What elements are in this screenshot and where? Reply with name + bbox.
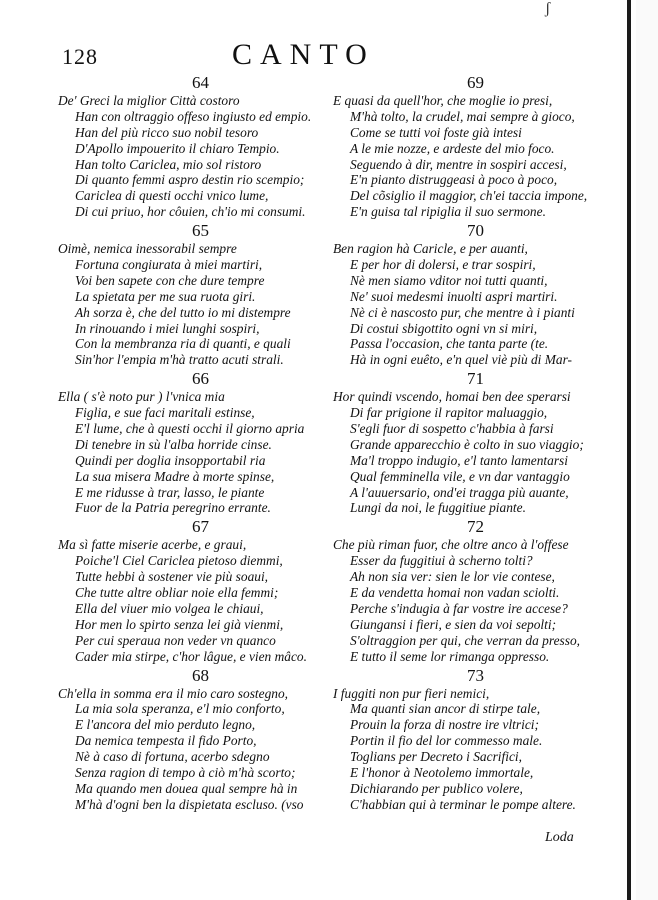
verse-line: Ella del viuer mio volgea le chiaui, <box>75 600 264 616</box>
verse-line: La sua misera Madre à morte spinse, <box>75 468 275 484</box>
verse-line: Portin il fio del lor commesso male. <box>350 733 543 749</box>
verse-line: Di cui priuo, hor côuien, ch'io mi consumi. <box>75 204 306 220</box>
stanza-number: 65 <box>192 221 209 241</box>
verse-line: Per cui speraua non veder vn quanco <box>75 632 276 648</box>
verse-line: Nè ci è nascosto pur, che mentre à i pianti <box>350 304 575 320</box>
verse-line: A le mie nozze, e ardeste del mio foco. <box>350 140 555 156</box>
verse-line: Fortuna congiurata à miei martiri, <box>75 257 263 273</box>
verse-line: S'egli fuor di sospetto c'habbia à farsi <box>350 421 554 437</box>
verse-line: Seguendo à dir, mentre in sospiri accesi, <box>350 156 567 172</box>
stanza-number: 68 <box>192 665 209 685</box>
verse-line: E me ridusse à trar, lasso, le piante <box>75 484 265 500</box>
verse-line: Prouin la forza di nostre ire vltrici; <box>350 717 539 733</box>
verse-line: C'habbian qui à terminar le pompe altere. <box>350 796 576 812</box>
verse-line: Esser da fuggitiui à scherno tolti? <box>350 553 533 569</box>
verse-line: D'Apollo impouerito il chiaro Tempio. <box>75 140 280 156</box>
verse-line: Nè à caso di fortuna, acerbo sdegno <box>75 749 270 765</box>
verse-line: Da nemica tempesta il fido Porto, <box>75 733 257 749</box>
verse-line: Di costui sbigottito ogni vn si miri, <box>350 320 538 336</box>
verse-line: E tutto il seme lor rimanga oppresso. <box>350 648 550 664</box>
verse-line: Voi ben sapete con che dure tempre <box>75 272 265 288</box>
verse-line: Han con oltraggio offeso ingiusto ed empio. <box>75 108 312 124</box>
verse-line: E per hor di dolersi, e trar sospiri, <box>350 257 536 273</box>
stanza <box>333 72 618 220</box>
stanza <box>333 665 618 813</box>
verse-line: E l'honor à Neotolemo immortale, <box>350 764 534 780</box>
stanza-number: 73 <box>467 665 484 685</box>
verse-line: Ah non sia ver: sien le lor vie contese, <box>350 569 555 585</box>
verse-line: M'hà tolto, la crudel, mai sempre à gioco, <box>350 108 575 124</box>
verse-line: La mia sola speranza, e'l mio conforto, <box>75 701 285 717</box>
verse-line: Giungansi i fieri, e sien da voi sepolti; <box>350 616 557 632</box>
stanza <box>58 665 343 813</box>
verse-line: E'n pianto distruggeasi à poco à poco, <box>350 172 558 188</box>
verse-line: Di far prigione il rapitor maluaggio, <box>350 405 548 421</box>
verse-line: S'oltraggion per qui, che verran da presso, <box>350 632 580 648</box>
left-column <box>58 72 343 813</box>
verse-line: Ben ragion hà Caricle, e per auanti, <box>333 241 528 257</box>
stanza-number: 70 <box>467 221 484 241</box>
verse-line: M'hà d'ogni ben la dispietata escluso. (vso <box>75 796 304 812</box>
page-number: 128 <box>62 44 98 69</box>
verse-line: Dichiarando per publico volere, <box>350 780 523 796</box>
verse-line: Come se tutti voi foste già intesi <box>350 124 522 140</box>
verse-line: Ah sorza è, che del tutto io mi distempre <box>75 304 291 320</box>
verse-line: Poiche'l Ciel Cariclea pietoso diemmi, <box>75 553 283 569</box>
right-column <box>333 72 618 813</box>
verse-line: Senza ragion di tempo à ciò m'hà scorto; <box>75 764 296 780</box>
stanza-number: 64 <box>192 73 209 92</box>
stanza <box>58 220 343 368</box>
verse-line: E'n guisa tal ripiglia il suo sermone. <box>350 204 546 220</box>
verse-line: Cader mia stirpe, c'hor lâgue, e vien mâco. <box>75 648 307 664</box>
verse-line: E'l lume, che à questi occhi il giorno apria <box>75 421 305 437</box>
stanza <box>333 368 618 516</box>
verse-line: Che tutte altre obliar noie ella femmi; <box>75 585 279 601</box>
verse-line: Toglians per Decreto i Sacrifici, <box>350 749 522 765</box>
verse-line: Oimè, nemica inessorabil sempre <box>58 241 237 257</box>
verse-line: Ma'l troppo indugio, e'l tanto lamentarsi <box>350 452 568 468</box>
running-title: CANTO <box>232 38 375 71</box>
stanza <box>58 516 343 664</box>
verse-line: Han del più ricco suo nobil tesoro <box>75 124 259 140</box>
stanza <box>333 220 618 368</box>
verse-line: Hor quindi vscendo, homai ben dee sperarsi <box>333 389 571 405</box>
verse-line: Che più riman fuor, che oltre anco à l'offese <box>333 537 569 553</box>
verse-line: Figlia, e sue faci maritali estinse, <box>75 405 255 421</box>
verse-line: Hor men lo spirto senza lei già vienmi, <box>75 616 284 632</box>
verse-line: E quasi da quell'hor, che moglie io presi, <box>333 93 553 108</box>
book-gutter-edge <box>627 0 631 900</box>
verse-line: A l'auuersario, ond'ei tragga più auante, <box>350 484 569 500</box>
stanza <box>58 72 343 220</box>
verse-line: E l'ancora del mio perduto legno, <box>75 717 256 733</box>
verse-line: E da vendetta homai non vadan sciolti. <box>350 585 560 601</box>
verse-line: La spietata per me sua ruota giri. <box>75 288 256 304</box>
stanza-number: 71 <box>467 369 484 389</box>
stanza-number: 72 <box>467 517 484 537</box>
verse-line: Passa l'occasion, che tanta parte (te. <box>350 336 549 352</box>
verse-line: In rinouando i miei lunghi sospiri, <box>75 320 260 336</box>
verse-line: Ch'ella in somma era il mio caro sostegno, <box>58 685 289 701</box>
verse-line: Fuor de la Patria peregrino errante. <box>75 500 271 516</box>
stanza <box>333 516 618 664</box>
verse-line: Qual femminella vile, e vn dar vantaggio <box>350 468 570 484</box>
verse-line: Grande apparecchio è colto in suo viaggio; <box>350 436 584 452</box>
verse-line: Nè men siamo vditor noi tutti quanti, <box>350 272 548 288</box>
stanza <box>58 368 343 516</box>
verse-line: Di tenebre in sù l'alba horride cinse. <box>75 436 272 452</box>
verse-line: Ma quando men douea qual sempre hà in <box>75 780 298 796</box>
stanza-number: 69 <box>467 73 484 92</box>
verse-line: Ma quanti sian ancor di stirpe tale, <box>350 701 541 717</box>
verse-line: Perche s'indugia à far vostre ire accese? <box>350 600 568 616</box>
adjacent-page-strip <box>636 0 658 900</box>
page-corner-mark: ʃ <box>545 0 551 17</box>
verse-line: Ella ( s'è noto pur ) l'vnica mia <box>58 389 225 405</box>
verse-line: De' Greci la miglior Città costoro <box>58 93 240 108</box>
verse-line: Di quanto femmi aspro destin rio scempio; <box>75 172 305 188</box>
verse-line: Hà in ogni euêto, e'n quel viè più di Mar- <box>350 352 573 368</box>
verse-line: Han tolto Cariclea, mio sol ristoro <box>75 156 262 172</box>
verse-line: Ma sì fatte miserie acerbe, e graui, <box>58 537 247 553</box>
verse-line: Del cõsiglio il maggior, ch'ei taccia impone, <box>350 188 588 204</box>
verse-line: I fuggiti non pur fieri nemici, <box>333 685 490 701</box>
verse-line: Quindi per doglia insopportabil ria <box>75 452 266 468</box>
verse-line: Sin'hor l'empia m'hà tratto acuti strali. <box>75 352 284 368</box>
verse-line: Lungi da noi, le fuggitiue piante. <box>350 500 526 516</box>
stanza-number: 66 <box>192 369 209 389</box>
verse-line: Cariclea di questi occhi vnico lume, <box>75 188 269 204</box>
stanza-number: 67 <box>192 517 209 537</box>
verse-line: Tutte hebbi à sostener vie più soaui, <box>75 569 269 585</box>
catchword: Loda <box>545 830 574 845</box>
verse-line: Con la membranza ria di quanti, e quali <box>75 336 291 352</box>
verse-line: Ne' suoi medesmi inuolti aspri martiri. <box>350 288 558 304</box>
